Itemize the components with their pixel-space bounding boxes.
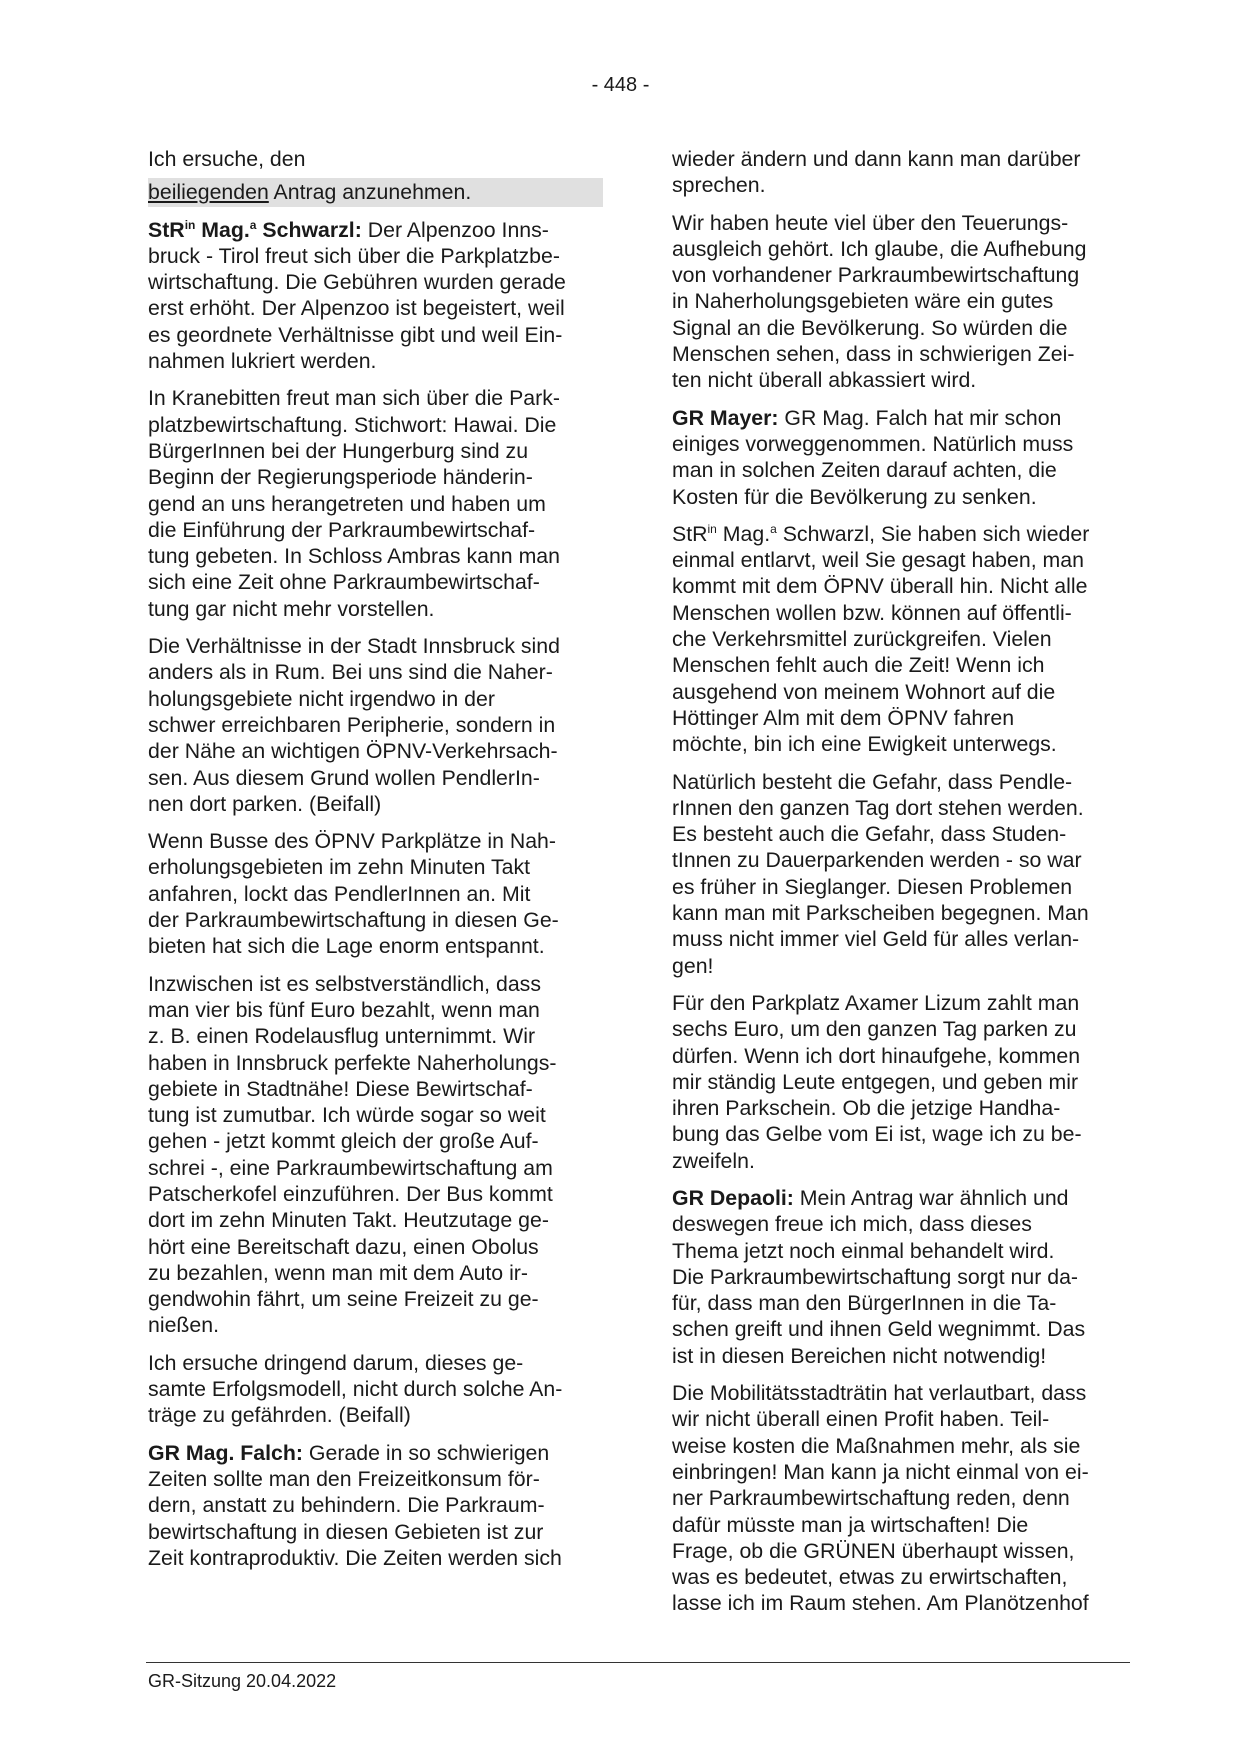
paragraph-continuation: wieder ändern und dann kann man darüber sprechen.: [672, 147, 1081, 198]
speaker-surname: Schwarzl:: [256, 217, 362, 242]
paragraph-innsbruck: Die Verhältnisse in der Stadt Innsbruck sind anders als in Rum. Bei uns sind die Naher- holungsgebiete nicht irgendwo in der schwer erreichbaren Peripherie, sondern in der Nähe an wichtigen ÖPNV-Verkehrsach- sen. Aus diesem Grund wollen PendlerIn- nen dort parken. (Beifall): [148, 634, 560, 816]
paragraph-axamer: Für den Parkplatz Axamer Lizum zahlt man sechs Euro, um den ganzen Tag parken zu dürfen. Wenn ich dort hinaufgehe, kommen mir ständig Leute entgegen, und geben mir ihren Parkschein. Ob die jetzige Handha- bung das Gelbe vom Ei ist, wage ich zu be- zweifeln.: [672, 990, 1082, 1173]
superscript-a: a: [770, 521, 777, 536]
speaker-mayer: GR Mayer:: [672, 405, 779, 430]
paragraph-kranebitten: In Kranebitten freut man sich über die Park- platzbewirtschaftung. Stichwort: Hawai. Die BürgerInnen bei der Hungerburg sind zu Beginn der Regierungsperiode händerin- gend an uns herangetreten und haben um die Einführung der Parkraumbewirtschaf- tung gebeten. In Schloss Ambras kann man sich eine Zeit ohne Parkraumbewirtschaf- tung gar nicht mehr vorstellen.: [148, 386, 560, 621]
paragraph-teuerung: Wir haben heute viel über den Teuerungs- ausgleich gehört. Ich glaube, die Aufhebung von vorhandener Parkraumbewirtschaftung in Naherholungsgebieten wäre ein gutes Signal an die Bevölkerung. So würden die Menschen sehen, dass in schwierigen Zei- ten nicht überall abkassiert wird.: [672, 210, 1087, 393]
paragraph-pendler: Natürlich besteht die Gefahr, dass Pendle- rInnen den ganzen Tag dort stehen werden. Es besteht auch die Gefahr, dass Studen- tInnen zu Dauerparkenden werden - so war es früher in Sieglanger. Diesen Problemen kann man mit Parkscheiben begegnen. Man muss nicht immer viel Geld für alles verlan- gen!: [672, 769, 1089, 978]
paragraph-schwarzl-reply: [672, 521, 1130, 758]
left-column: [148, 146, 603, 1582]
paragraph-falch: [148, 1440, 603, 1571]
addressee-degree: Mag.: [716, 521, 771, 546]
paragraph-inzwischen: Inzwischen ist es selbstverständlich, dass man vier bis fünf Euro bezahlt, wenn man z. B. einen Rodelausflug unternimmt. Wir haben in Innsbruck perfekte Naherholungs- gebiete in Stadtnähe! Diese Bewirtschaf- tung ist zumutbar. Ich würde sogar so weit gehen - jetzt kommt gleich der große Auf- schrei -, eine Parkraumbewirtschaftung am Patscherkofel einzuführen. Der Bus kommt dort im zehn Minuten Takt. Heutzutage ge- hört eine Bereitschaft dazu, einen Obolus zu bezahlen, wenn man mit dem Auto ir- gendwohin fährt, um seine Freizeit zu ge- nießen.: [148, 971, 557, 1338]
paragraph-mayer: [672, 405, 1130, 510]
speaker-title: StR: [148, 217, 185, 242]
superscript-in: in: [184, 217, 196, 232]
underlined-word: beiliegenden: [148, 180, 269, 205]
paragraph-busse: Wenn Busse des ÖPNV Parkplätze in Nah- erholungsgebieten im zehn Minuten Takt anfahren, lockt das PendlerInnen an. Mit der Parkraumbewirtschaftung in diesen Ge- bieten hat sich die Lage enorm entspannt.: [148, 829, 559, 959]
paragraph-schwarzl: [148, 217, 603, 375]
paragraph-ersuche: Ich ersuche dringend darum, dieses ge- samte Erfolgsmodell, nicht durch solche An- träge zu gefährden. (Beifall): [148, 1350, 563, 1428]
footer-session-date: GR-Sitzung 20.04.2022: [148, 1671, 337, 1691]
speech-text-mayer: GR Mag. Falch hat mir schon einiges vorweggenommen. Natürlich muss man in solchen Zeiten darauf achten, die Kosten für die Bevölkerung zu senken.: [672, 405, 1074, 509]
superscript-in: in: [707, 521, 717, 536]
paragraph-intro: [148, 146, 603, 172]
speaker-degree: Mag.: [195, 217, 250, 242]
superscript-a: a: [249, 217, 257, 232]
paragraph-depaoli: [672, 1185, 1130, 1369]
intro-text: Ich ersuche, den: [148, 147, 306, 171]
highlighted-motion-line: [148, 178, 603, 206]
page-number: - 448 -: [591, 74, 650, 96]
speech-text-depaoli: Mein Antrag war ähnlich und deswegen freue ich mich, dass dieses Thema jetzt noch einmal behandelt wird. Die Parkraumbewirtschaftung sorgt nur da- für, dass man den BürgerInnen in die Ta- schen greift und ihnen Geld wegnimmt. Das ist in diesen Bereichen nicht notwendig!: [672, 1185, 1086, 1368]
addressee-title: StR: [672, 521, 708, 546]
right-column: [672, 146, 1130, 1628]
speech-text-falch: Gerade in so schwierigen Zeiten sollte man den Freizeitkonsum för- dern, anstatt zu behindern. Die Parkraum- bewirtschaftung in diesen Gebieten ist zur Zeit kontraproduktiv. Die Zeiten werden sich: [148, 1440, 562, 1570]
speech-text: Der Alpenzoo Inns- bruck - Tirol freut sich über die Parkplatzbe- wirtschaftung. Die Gebühren wurden gerade erst erhöht. Der Alpenzoo ist begeistert, weil es geordnete Verhältnisse gibt und weil Ein- nahmen lukriert werden.: [148, 217, 566, 374]
speaker-name: [148, 218, 362, 242]
speaker-falch: GR Mag. Falch:: [148, 1440, 304, 1465]
footer-divider: [146, 1662, 1130, 1663]
reply-text: Schwarzl, Sie haben sich wieder einmal entlarvt, weil Sie gesagt haben, man kommt mit dem ÖPNV überall hin. Nicht alle Menschen wollen bzw. können auf öffentli- che Verkehrsmittel zurückgreifen. Vielen Menschen fehlt auch die Zeit! Wenn ich ausgehend von meinem Wohnort auf die Höttinger Alm mit dem ÖPNV fahren möchte, bin ich eine Ewigkeit unterwegs.: [672, 521, 1090, 757]
motion-text: Antrag anzunehmen.: [268, 180, 472, 205]
paragraph-mobilitaet: Die Mobilitätsstadträtin hat verlautbart, dass wir nicht überall einen Profit haben. Teil- weise kosten die Maßnahmen mehr, als sie einbringen! Man kann ja nicht einmal von ei- ner Parkraumbewirtschaftung reden, denn dafür müsste man ja wirtschaften! Die Frage, ob die GRÜNEN überhaupt wissen, was es bedeutet, etwas zu erwirtschaften, lasse ich im Raum stehen. Am Planötzenhof: [672, 1381, 1089, 1616]
speaker-depaoli: GR Depaoli:: [672, 1185, 794, 1210]
